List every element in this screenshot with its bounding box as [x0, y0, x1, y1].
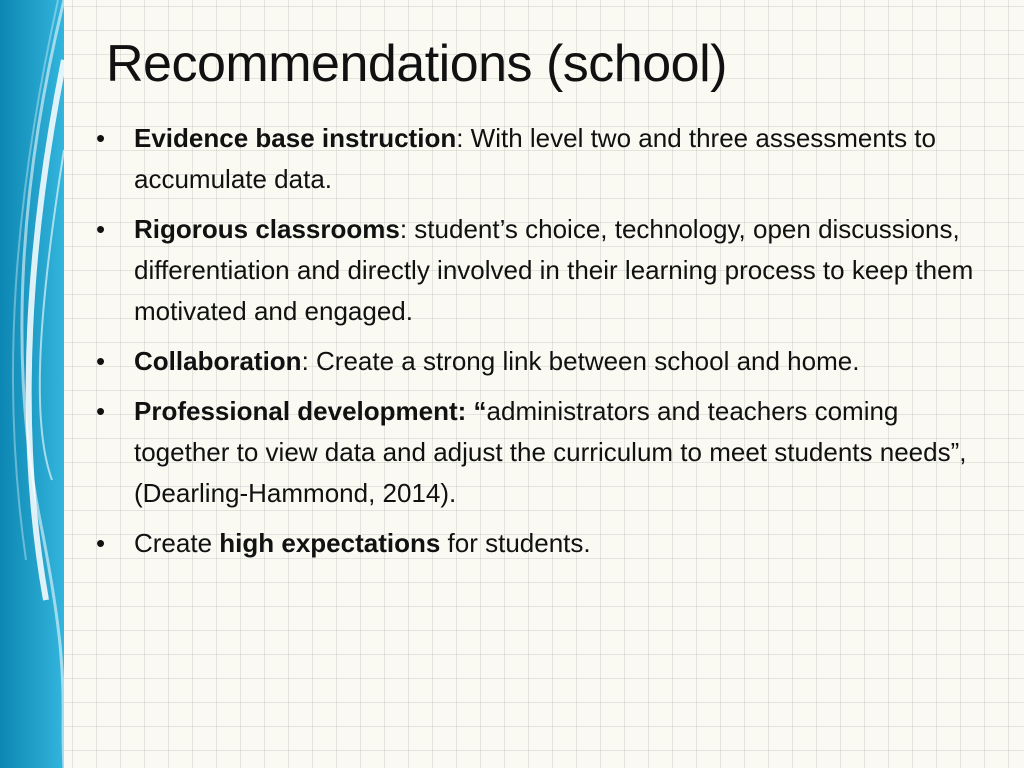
slide-title: Recommendations (school)	[106, 35, 727, 93]
bullet-item-rigorous	[96, 209, 976, 332]
bullet-bold-term: Collaboration	[134, 346, 302, 376]
bullet-text: : With level two and three assessments to accumulate data.	[134, 123, 936, 194]
bullet-bold-term: Professional development: “	[134, 396, 487, 426]
bullet-icon: •	[96, 396, 106, 426]
bullet-text: : Create a strong link between school and home.	[301, 346, 860, 376]
bullet-icon: •	[96, 346, 106, 376]
bullet-item-evidence	[96, 118, 976, 200]
bullet-icon: •	[96, 123, 106, 153]
bullet-suffix: for students.	[440, 528, 591, 558]
bullet-icon: •	[96, 528, 106, 558]
bullet-list	[96, 118, 976, 573]
bullet-item-expectations	[96, 523, 976, 564]
bullet-bold-term: Evidence base instruction	[134, 123, 457, 153]
bullet-text: : student’s choice, technology, open discussions, differentiation and directly involved in their learning process to keep them motivated and engaged.	[134, 214, 974, 326]
bullet-bold-term: high expectations	[219, 528, 441, 558]
bullet-item-collaboration	[96, 341, 976, 382]
bullet-prefix: Create	[134, 528, 220, 558]
bullet-icon: •	[96, 214, 106, 244]
bullet-item-professional	[96, 391, 976, 514]
bullet-bold-term: Rigorous classrooms	[134, 214, 400, 244]
bullet-text: administrators and teachers coming together to view data and adjust the curriculum to meet students needs”, (Dearling-Hammond, 2014).	[134, 396, 967, 508]
